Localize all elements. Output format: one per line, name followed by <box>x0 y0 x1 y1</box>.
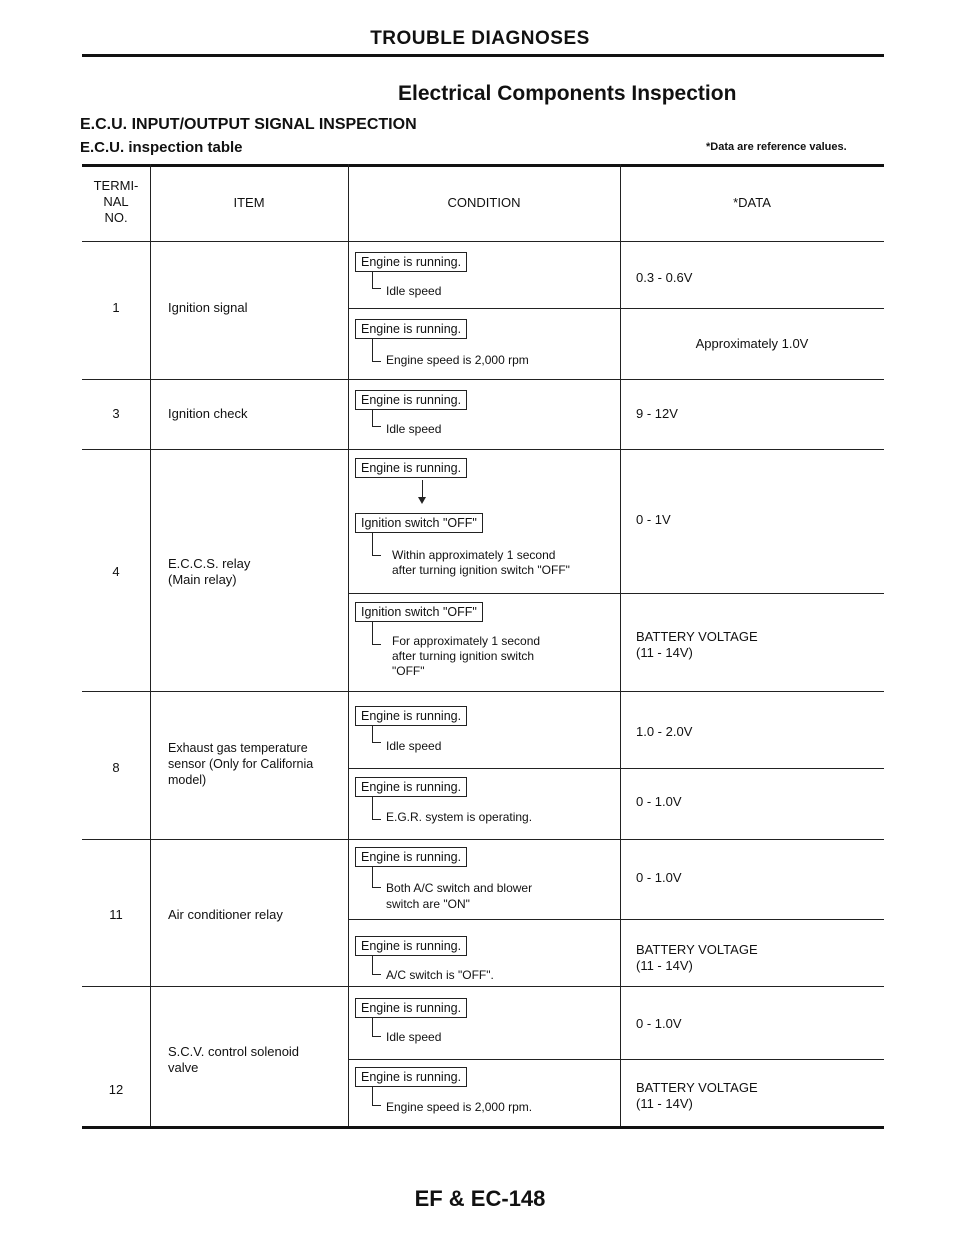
data-value: BATTERY VOLTAGE (11 - 14V) <box>636 942 758 973</box>
row-separator <box>82 379 884 380</box>
data-value: 9 - 12V <box>636 406 678 421</box>
condition-detail: E.G.R. system is operating. <box>386 810 533 824</box>
condition-bracket <box>372 797 381 820</box>
subtitle-signal-inspection: E.C.U. INPUT/OUTPUT SIGNAL INSPECTION <box>80 116 417 133</box>
subrow-separator <box>348 1059 884 1060</box>
data-value: 0 - 1V <box>636 512 671 527</box>
section-title: Electrical Components Inspection <box>398 82 737 105</box>
condition-box: Engine is running. <box>355 458 467 478</box>
terminal-number: 8 <box>112 760 120 775</box>
condition-detail: Both A/C switch and blower switch are "ON" <box>386 881 533 911</box>
condition-bracket <box>372 622 381 645</box>
condition-bracket <box>372 1018 381 1037</box>
header-condition: CONDITION <box>447 195 521 210</box>
data-value: 0 - 1.0V <box>636 794 682 809</box>
terminal-number: 1 <box>112 300 120 315</box>
terminal-number: 4 <box>112 564 120 579</box>
condition-box: Ignition switch "OFF" <box>355 513 483 533</box>
condition-detail: Engine speed is 2,000 rpm. <box>386 1100 533 1114</box>
condition-box: Engine is running. <box>355 847 467 867</box>
header-data: *DATA <box>733 195 771 210</box>
condition-box: Ignition switch "OFF" <box>355 602 483 622</box>
page-number: EF & EC-148 <box>414 1186 546 1211</box>
data-value: 0 - 1.0V <box>636 1016 682 1031</box>
condition-detail: Within approximately 1 second after turning ignition switch "OFF" <box>392 548 570 577</box>
terminal-number: 12 <box>108 1082 124 1097</box>
condition-box: Engine is running. <box>355 706 467 726</box>
item-label: Air conditioner relay <box>168 907 283 922</box>
table-bottom-rule <box>82 1126 884 1129</box>
condition-box: Engine is running. <box>355 777 467 797</box>
condition-box: Engine is running. <box>355 390 467 410</box>
reference-note: *Data are reference values. <box>706 141 847 153</box>
subrow-separator <box>348 768 884 769</box>
row-separator <box>82 839 884 840</box>
condition-bracket <box>372 726 381 743</box>
condition-detail: Engine speed is 2,000 rpm <box>386 353 529 367</box>
arrow-down-icon <box>422 480 423 502</box>
data-value: 0.3 - 0.6V <box>636 270 693 285</box>
inspection-table <box>82 164 884 1129</box>
subtitle-inspection-table: E.C.U. inspection table <box>80 139 243 156</box>
subrow-separator <box>348 919 884 920</box>
header-item: ITEM <box>233 195 265 210</box>
condition-bracket <box>372 410 381 427</box>
item-label: E.C.C.S. relay (Main relay) <box>168 556 251 587</box>
data-value: Approximately 1.0V <box>695 336 809 351</box>
condition-detail: For approximately 1 second after turning ignition switch "OFF" <box>392 634 541 678</box>
column-divider <box>348 164 349 1126</box>
data-value: 1.0 - 2.0V <box>636 724 693 739</box>
condition-bracket <box>372 956 381 975</box>
subrow-separator <box>348 308 884 309</box>
column-divider <box>620 164 621 1126</box>
terminal-number: 3 <box>112 406 120 421</box>
condition-detail: Idle speed <box>386 284 442 298</box>
row-separator <box>82 449 884 450</box>
item-label: Ignition check <box>168 406 248 421</box>
row-separator <box>82 986 884 987</box>
condition-box: Engine is running. <box>355 998 467 1018</box>
condition-bracket <box>372 272 381 289</box>
condition-box: Engine is running. <box>355 252 467 272</box>
condition-box: Engine is running. <box>355 319 467 339</box>
column-divider <box>150 164 151 1126</box>
subrow-separator <box>348 593 884 594</box>
item-label: Ignition signal <box>168 300 248 315</box>
item-label: Exhaust gas temperature sensor (Only for California model) <box>168 741 314 787</box>
condition-detail: A/C switch is "OFF". <box>386 968 494 982</box>
page-header-title: TROUBLE DIAGNOSES <box>370 28 590 49</box>
condition-box: Engine is running. <box>355 936 467 956</box>
table-top-rule <box>82 164 884 167</box>
item-label: S.C.V. control solenoid valve <box>168 1044 300 1075</box>
row-separator <box>82 691 884 692</box>
condition-detail: Idle speed <box>386 739 442 753</box>
condition-bracket <box>372 339 381 362</box>
data-value: BATTERY VOLTAGE (11 - 14V) <box>636 1080 758 1111</box>
condition-detail: Idle speed <box>386 422 442 436</box>
data-value: 0 - 1.0V <box>636 870 682 885</box>
header-bottom-rule <box>82 241 884 242</box>
condition-detail: Idle speed <box>386 1030 442 1044</box>
condition-bracket <box>372 1087 381 1106</box>
header-terminal: TERMI- NAL NO. <box>93 178 139 225</box>
data-value: BATTERY VOLTAGE (11 - 14V) <box>636 629 758 660</box>
header-rule <box>82 54 884 57</box>
condition-box: Engine is running. <box>355 1067 467 1087</box>
condition-bracket <box>372 867 381 888</box>
condition-bracket <box>372 533 381 556</box>
terminal-number: 11 <box>109 907 123 922</box>
